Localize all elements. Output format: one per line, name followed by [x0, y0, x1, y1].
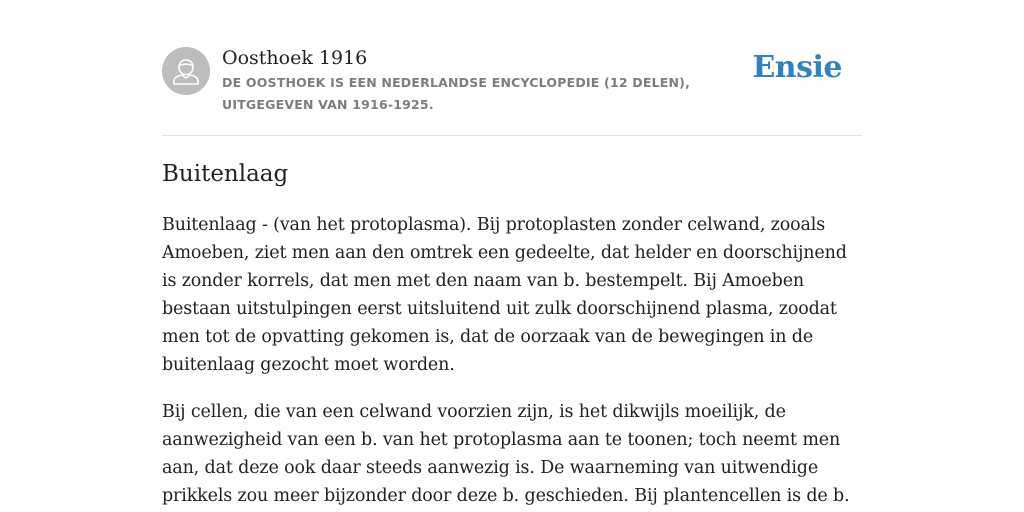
article: [162, 158, 862, 512]
source-header: [162, 46, 862, 136]
header-divider: [162, 135, 862, 136]
article-paragraph: Bij cellen, die van een celwand voorzien zijn, is het dikwijls moeilijk, de aanwezigheid van een b. van het protoplasma aan te toonen; toch neemt men aan, dat deze ook daar steeds aanwezig is. De waarneming van uitwendige prikkels zou meer bijzonder door deze b. geschieden. Bij plantencellen is de b.: [162, 402, 850, 506]
article-title: Buitenlaag: [162, 161, 289, 187]
brand-logo[interactable]: Ensie: [752, 50, 842, 85]
source-description: DE OOSTHOEK IS EEN NEDERLANDSE ENCYCLOPEDIE (12 DELEN), UITGEGEVEN VAN 1916-1925.: [222, 75, 691, 112]
user-icon[interactable]: [162, 47, 210, 95]
user-icon-graphic: [162, 47, 210, 95]
source-title[interactable]: Oosthoek 1916: [222, 47, 368, 69]
source-meta: [222, 46, 762, 116]
article-paragraph: Buitenlaag - (van het protoplasma). Bij protoplasten zonder celwand, zooals Amoeben, ziet men aan den omtrek een gedeelte, dat helder en doorschijnend is zonder korrels, dat men met den naam van b. bestempelt. Bij Amoeben bestaan uitstulpingen eerst uitsluitend uit zulk doorschijnend plasma, zoodat men tot de opvatting gekomen is, dat de oorzaak van de bewegingen in de buitenlaag gezocht moet worden.: [162, 215, 847, 375]
